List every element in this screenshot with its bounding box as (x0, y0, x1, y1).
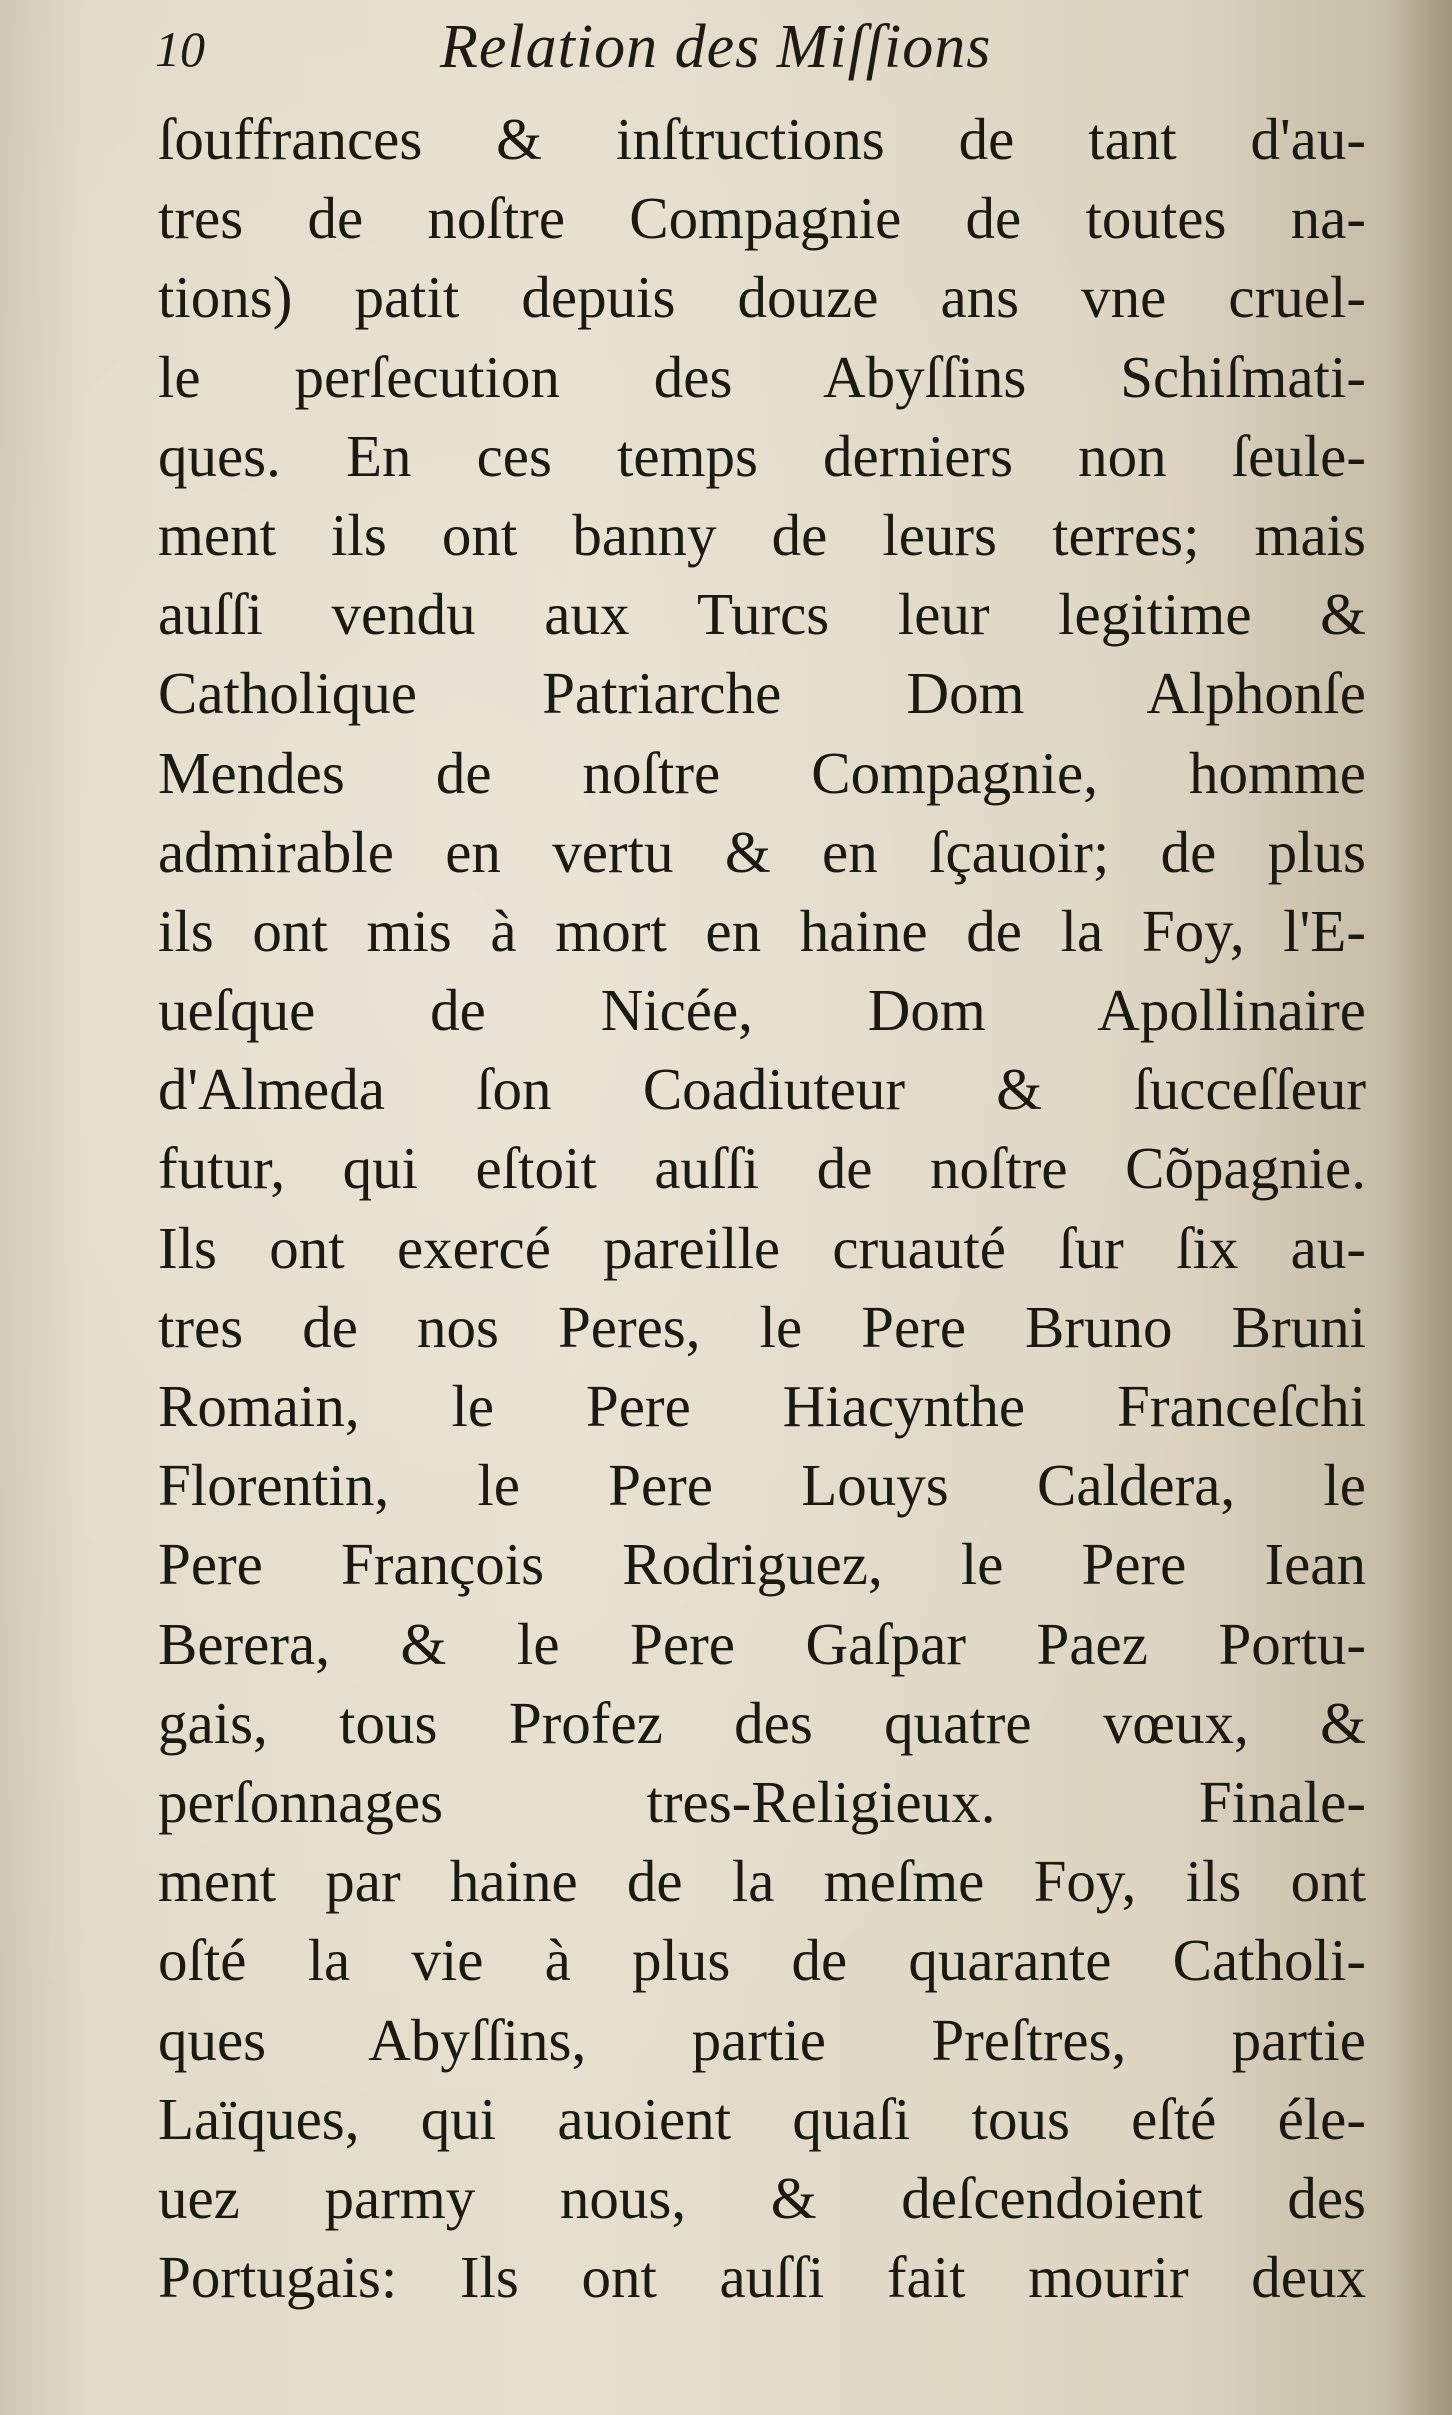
text-line: Laïques, qui auoient quaſi tous eſté éle- (158, 2085, 1366, 2152)
text-line: d'Almeda ſon Coadiuteur & ſucceſſeur (158, 1056, 1366, 1123)
text-line: perſonnages tres-Religieux. Finale- (158, 1768, 1366, 1835)
text-line: tres de nos Peres, le Pere Bruno Bruni (158, 1293, 1366, 1360)
text-line: Ils ont exercé pareille cruauté ſur ſix au- (158, 1214, 1366, 1281)
text-line: ment par haine de la meſme Foy, ils ont (158, 1848, 1366, 1915)
page-header (155, 6, 1365, 86)
text-line: Pere François Rodriguez, le Pere Iean (158, 1531, 1366, 1598)
running-title: Relation des Miſſions (440, 13, 992, 81)
text-line: tions) patit depuis douze ans vne cruel- (158, 264, 1366, 331)
text-line: oſté la vie à plus de quarante Catholi- (158, 1927, 1366, 1994)
text-line: admirable en vertu & en ſçauoir; de plus (158, 818, 1366, 885)
text-line: ils ont mis à mort en haine de la Foy, l'E- (158, 897, 1366, 964)
text-line: ques. En ces temps derniers non ſeule- (158, 422, 1366, 489)
text-line: ueſque de Nicée, Dom Apollinaire (158, 977, 1366, 1044)
text-line: ment ils ont banny de leurs terres; mais (158, 501, 1366, 568)
text-line: futur, qui eſtoit auſſi de noſtre Cõpagnie. (158, 1135, 1366, 1202)
text-line: gais, tous Profez des quatre vœux, & (158, 1689, 1366, 1756)
text-line: ſouffrances & inſtructions de tant d'au- (158, 106, 1366, 172)
body-text (158, 100, 1366, 2317)
text-line: Romain, le Pere Hiacynthe Franceſchi (158, 1373, 1366, 1439)
text-line: uez parmy nous, & deſcendoient des (158, 2164, 1366, 2231)
text-line: ques Abyſſins, partie Preſtres, partie (158, 2006, 1366, 2073)
text-line: Catholique Patriarche Dom Alphonſe (158, 660, 1366, 727)
text-line: auſſi vendu aux Turcs leur legitime & (158, 581, 1366, 648)
text-line: Portugais: Ils ont auſſi fait mourir deux (158, 2244, 1366, 2311)
text-line: Florentin, le Pere Louys Caldera, le (158, 1452, 1366, 1519)
text-line: tres de noſtre Compagnie de toutes na- (158, 185, 1366, 252)
page-number: 10 (155, 21, 205, 77)
text-line: Mendes de noſtre Compagnie, homme (158, 739, 1366, 806)
text-line: le perſecution des Abyſſins Schiſmati- (158, 343, 1366, 410)
text-line: Berera, & le Pere Gaſpar Paez Portu- (158, 1610, 1366, 1677)
